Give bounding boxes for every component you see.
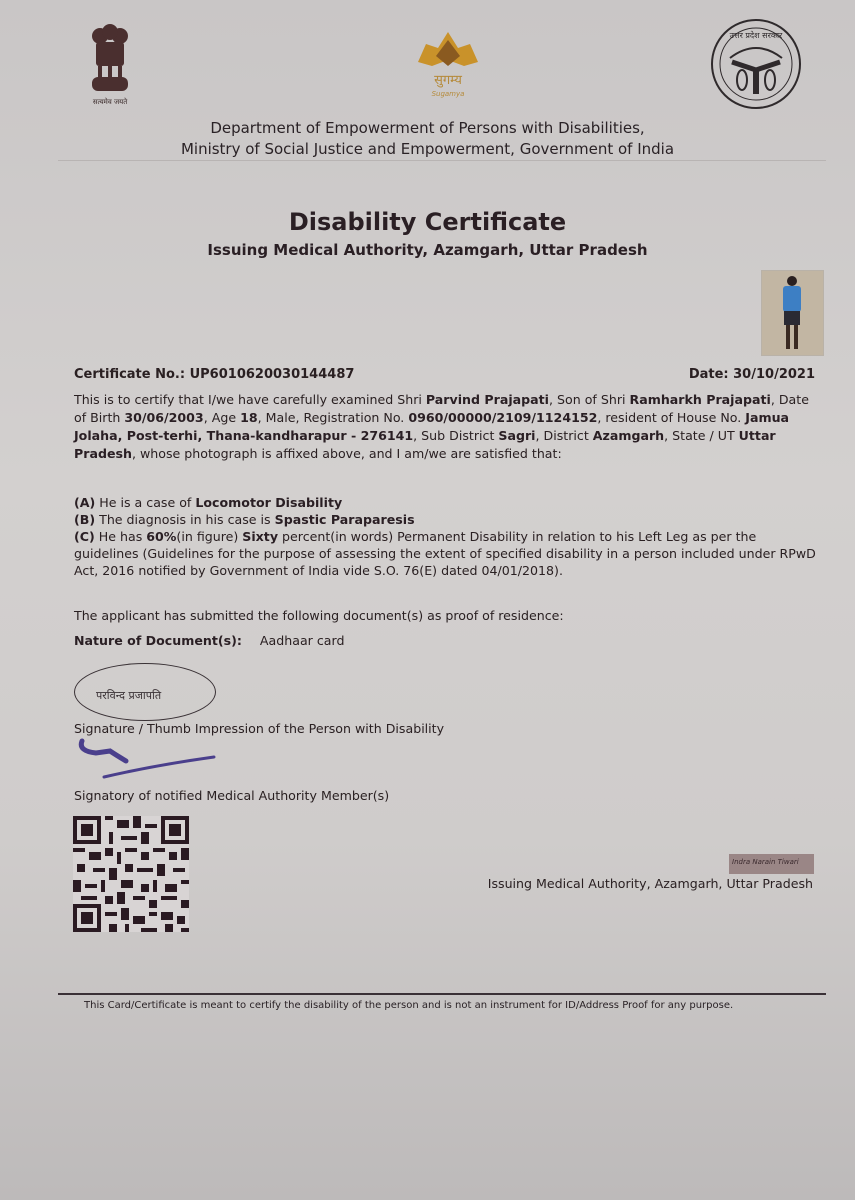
disability-percent-words: Sixty xyxy=(242,529,279,544)
department-line-1: Department of Empowerment of Persons with Disabilities, xyxy=(210,119,645,137)
signatory-label: Signatory of notified Medical Authority Member(s) xyxy=(74,788,390,803)
date-value: 30/10/2021 xyxy=(733,367,815,382)
finding-label: (C) xyxy=(74,529,95,544)
person-signature-label: Signature / Thumb Impression of the Person with Disability xyxy=(74,721,445,736)
svg-text:सुगम्य: सुगम्य xyxy=(434,73,462,88)
svg-text:Sugamya: Sugamya xyxy=(431,90,465,98)
up-government-seal-icon xyxy=(710,18,802,110)
state-logo-icon xyxy=(408,30,488,100)
finding-label: (A) xyxy=(74,495,96,510)
father-name: Ramharkh Prajapati xyxy=(629,392,771,407)
body-text: , Date of Birth xyxy=(74,392,809,425)
finding-c xyxy=(74,528,822,579)
nature-label: Nature of Document(s): xyxy=(74,633,242,648)
certificate-title: Disability Certificate xyxy=(288,208,567,236)
body-text: , Sub District xyxy=(413,428,499,443)
body-text: , Age xyxy=(203,410,241,425)
header-divider xyxy=(58,160,826,161)
age: 18 xyxy=(240,410,258,425)
finding-text: He is a case of xyxy=(95,495,196,510)
certificate-number xyxy=(74,367,354,382)
finding-text: (in figure) xyxy=(176,529,243,544)
body-text: , resident of House No. xyxy=(597,410,746,425)
proof-intro: The applicant has submitted the following document(s) as proof of residence: xyxy=(74,608,564,623)
body-text: This is to certify that I/we have carefully examined Shri xyxy=(74,392,426,407)
svg-text:उत्तर प्रदेश सरकार: उत्तर प्रदेश सरकार xyxy=(729,31,783,40)
certification-paragraph xyxy=(74,391,822,463)
certificate-number-label: Certificate No.: xyxy=(74,367,186,382)
national-emblem-icon xyxy=(82,22,138,108)
address: Jamua Jolaha, Post-terhi, Thana-kandharapur - 276141 xyxy=(74,410,790,443)
finding-text: percent(in words) Permanent Disability in relation to his Left Leg as per the guidelines (Guidelines for the purpose of assessing the extent of specified disability in a person included under RPwD Act, 2016 notified by Government of India vide S.O. 76(E) dated 04/01/2018). xyxy=(74,529,816,578)
finding-text: He has xyxy=(94,529,147,544)
person-photo-image xyxy=(762,271,823,355)
body-text: , State / UT xyxy=(664,428,739,443)
disability-percent: 60% xyxy=(146,529,177,544)
district: Azamgarh xyxy=(592,428,665,443)
finding-a xyxy=(74,494,822,511)
footer-divider xyxy=(58,993,826,995)
person-name: Parvind Prajapati xyxy=(425,392,550,407)
authority-signature-icon xyxy=(76,737,226,787)
qr-code-icon xyxy=(72,816,190,932)
person-signature: परविन्द प्रजापति xyxy=(96,689,162,702)
finding-text: The diagnosis in his case is xyxy=(95,512,275,527)
certificate-number-value: UP6010620030144487 xyxy=(189,367,355,382)
disability-type: Locomotor Disability xyxy=(195,495,343,510)
nature-of-document xyxy=(74,633,344,648)
findings-list xyxy=(74,494,822,579)
registration-number: 0960/00000/2109/1124152 xyxy=(408,410,598,425)
body-text: , District xyxy=(535,428,593,443)
person-photo xyxy=(761,270,824,356)
department-heading xyxy=(0,118,855,160)
footer-disclaimer: This Card/Certificate is meant to certify the disability of the person and is not an instrument for ID/Address Proof for any purpose. xyxy=(84,1000,734,1011)
nature-value: Aadhaar card xyxy=(259,633,345,648)
certificate-subtitle: Issuing Medical Authority, Azamgarh, Uttar Pradesh xyxy=(207,241,648,259)
date-of-birth: 30/06/2003 xyxy=(124,410,204,425)
state: Uttar Pradesh xyxy=(74,428,776,461)
date-label: Date: xyxy=(688,367,729,382)
finding-b xyxy=(74,511,822,528)
body-text: , whose photograph is affixed above, and I am/we are satisfied that: xyxy=(131,446,562,461)
body-text: , Male, Registration No. xyxy=(257,410,409,425)
sub-district: Sagri xyxy=(498,428,536,443)
svg-text:सत्यमेव जयते: सत्यमेव जयते xyxy=(92,98,128,106)
issuing-authority: Issuing Medical Authority, Azamgarh, Uttar Pradesh xyxy=(487,876,813,891)
department-line-2: Ministry of Social Justice and Empowerment, Government of India xyxy=(180,140,675,158)
body-text: , Son of Shri xyxy=(549,392,630,407)
diagnosis: Spastic Paraparesis xyxy=(274,512,415,527)
certificate-date xyxy=(689,367,815,382)
authority-stamp-signature: Indra Narain Tiwari xyxy=(732,858,799,866)
finding-label: (B) xyxy=(74,512,96,527)
